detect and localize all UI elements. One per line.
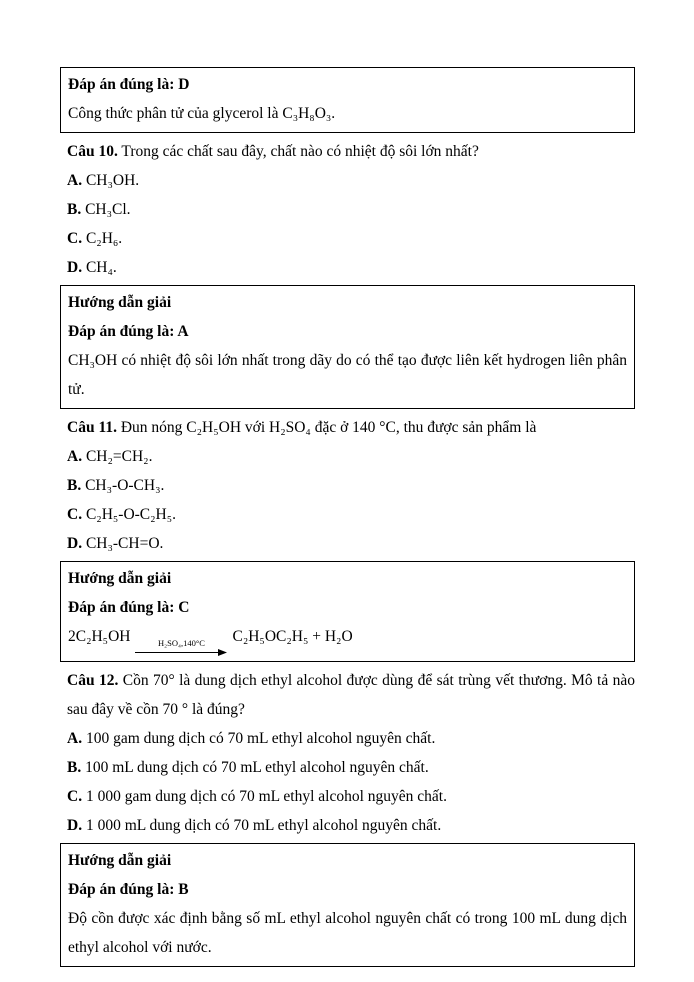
option-12-a-label: A. xyxy=(67,730,83,747)
option-10-b-text: CH₃Cl. xyxy=(81,201,131,218)
answer-explanation: Công thức phân tử của glycerol là C₃H₈O₃. xyxy=(68,105,336,122)
option-12-d-text: 1 000 mL dung dịch có 70 mL ethyl alcohol nguyên chất. xyxy=(82,817,442,834)
solution-11-heading: Hướng dẫn giải xyxy=(68,570,172,587)
question-12-text xyxy=(60,666,635,724)
solution-box-10 xyxy=(60,285,635,409)
option-10-b-label: B. xyxy=(67,201,82,218)
option-10-b xyxy=(60,195,635,224)
reaction-equation xyxy=(68,622,627,657)
solution-12-answer: Đáp án đúng là: B xyxy=(68,881,189,898)
option-10-c-label: C. xyxy=(67,230,83,247)
option-12-b-text: 100 mL dung dịch có 70 mL ethyl alcohol nguyên chất. xyxy=(81,759,429,776)
option-11-a xyxy=(60,442,635,471)
option-12-d-label: D. xyxy=(67,817,83,834)
question-10-body: Trong các chất sau đây, chất nào có nhiệt độ sôi lớn nhất? xyxy=(117,143,479,160)
option-12-c-label: C. xyxy=(67,788,83,805)
option-10-d-text: CH₄. xyxy=(82,259,117,276)
reaction-arrow xyxy=(135,639,227,657)
solution-10-heading: Hướng dẫn giải xyxy=(68,294,172,311)
option-12-b xyxy=(60,753,635,782)
reaction-condition: H₂SO₄,140°C xyxy=(158,638,205,648)
question-10 xyxy=(60,137,635,282)
option-10-a xyxy=(60,166,635,195)
option-11-d xyxy=(60,529,635,558)
question-12 xyxy=(60,666,635,840)
solution-11-answer: Đáp án đúng là: C xyxy=(68,599,190,616)
equation-right: C₂H₅OC₂H₅ + H₂O xyxy=(232,628,353,645)
option-12-a xyxy=(60,724,635,753)
option-10-c-text: C₂H₆. xyxy=(82,230,123,247)
option-10-c xyxy=(60,224,635,253)
question-12-body: Cồn 70° là dung dịch ethyl alcohol được dùng để sát trùng vết thương. Mô tả nào sau đây về cồn 70 ° là đúng? xyxy=(67,672,635,718)
arrow-icon xyxy=(135,648,227,657)
option-11-c-label: C. xyxy=(67,506,83,523)
option-11-d-label: D. xyxy=(67,535,83,552)
option-11-b-label: B. xyxy=(67,477,82,494)
question-11-text xyxy=(60,413,635,442)
option-12-a-text: 100 gam dung dịch có 70 mL ethyl alcohol nguyên chất. xyxy=(82,730,436,747)
option-11-c xyxy=(60,500,635,529)
option-10-a-label: A. xyxy=(67,172,83,189)
solution-10-answer: Đáp án đúng là: A xyxy=(68,323,189,340)
solution-12-heading: Hướng dẫn giải xyxy=(68,852,172,869)
option-12-c-text: 1 000 gam dung dịch có 70 mL ethyl alcohol nguyên chất. xyxy=(82,788,447,805)
option-11-c-text: C₂H₅-O-C₂H₅. xyxy=(82,506,177,523)
solution-box-11 xyxy=(60,561,635,662)
option-10-d xyxy=(60,253,635,282)
question-12-label: Câu 12. xyxy=(67,672,119,689)
option-11-a-text: CH₂=CH₂. xyxy=(82,448,153,465)
question-11-body: Đun nóng C₂H₅OH với H₂SO₄ đặc ở 140 °C, thu được sản phẩm là xyxy=(116,419,537,436)
equation-left: 2C₂H₅OH xyxy=(68,628,131,645)
solution-12-text: Độ cồn được xác định bằng số mL ethyl alcohol nguyên chất có trong 100 mL dung dịch ethyl alcohol với nước. xyxy=(68,910,627,956)
question-11-label: Câu 11. xyxy=(67,419,117,436)
option-12-b-label: B. xyxy=(67,759,82,776)
option-11-d-text: CH₃-CH=O. xyxy=(82,535,164,552)
option-10-d-label: D. xyxy=(67,259,83,276)
option-11-b xyxy=(60,471,635,500)
question-10-text xyxy=(60,137,635,166)
answer-label: Đáp án đúng là: D xyxy=(68,76,190,93)
option-11-a-label: A. xyxy=(67,448,83,465)
question-10-label: Câu 10. xyxy=(67,143,118,160)
option-12-d xyxy=(60,811,635,840)
option-10-a-text: CH₃OH. xyxy=(82,172,140,189)
option-11-b-text: CH₃-O-CH₃. xyxy=(81,477,165,494)
solution-10-text: CH₃OH có nhiệt độ sôi lớn nhất trong dãy do có thể tạo được liên kết hydrogen liên phân tử. xyxy=(68,352,627,398)
solution-box-12 xyxy=(60,843,635,967)
option-12-c xyxy=(60,782,635,811)
question-11 xyxy=(60,413,635,558)
answer-box-glycerol xyxy=(60,67,635,133)
